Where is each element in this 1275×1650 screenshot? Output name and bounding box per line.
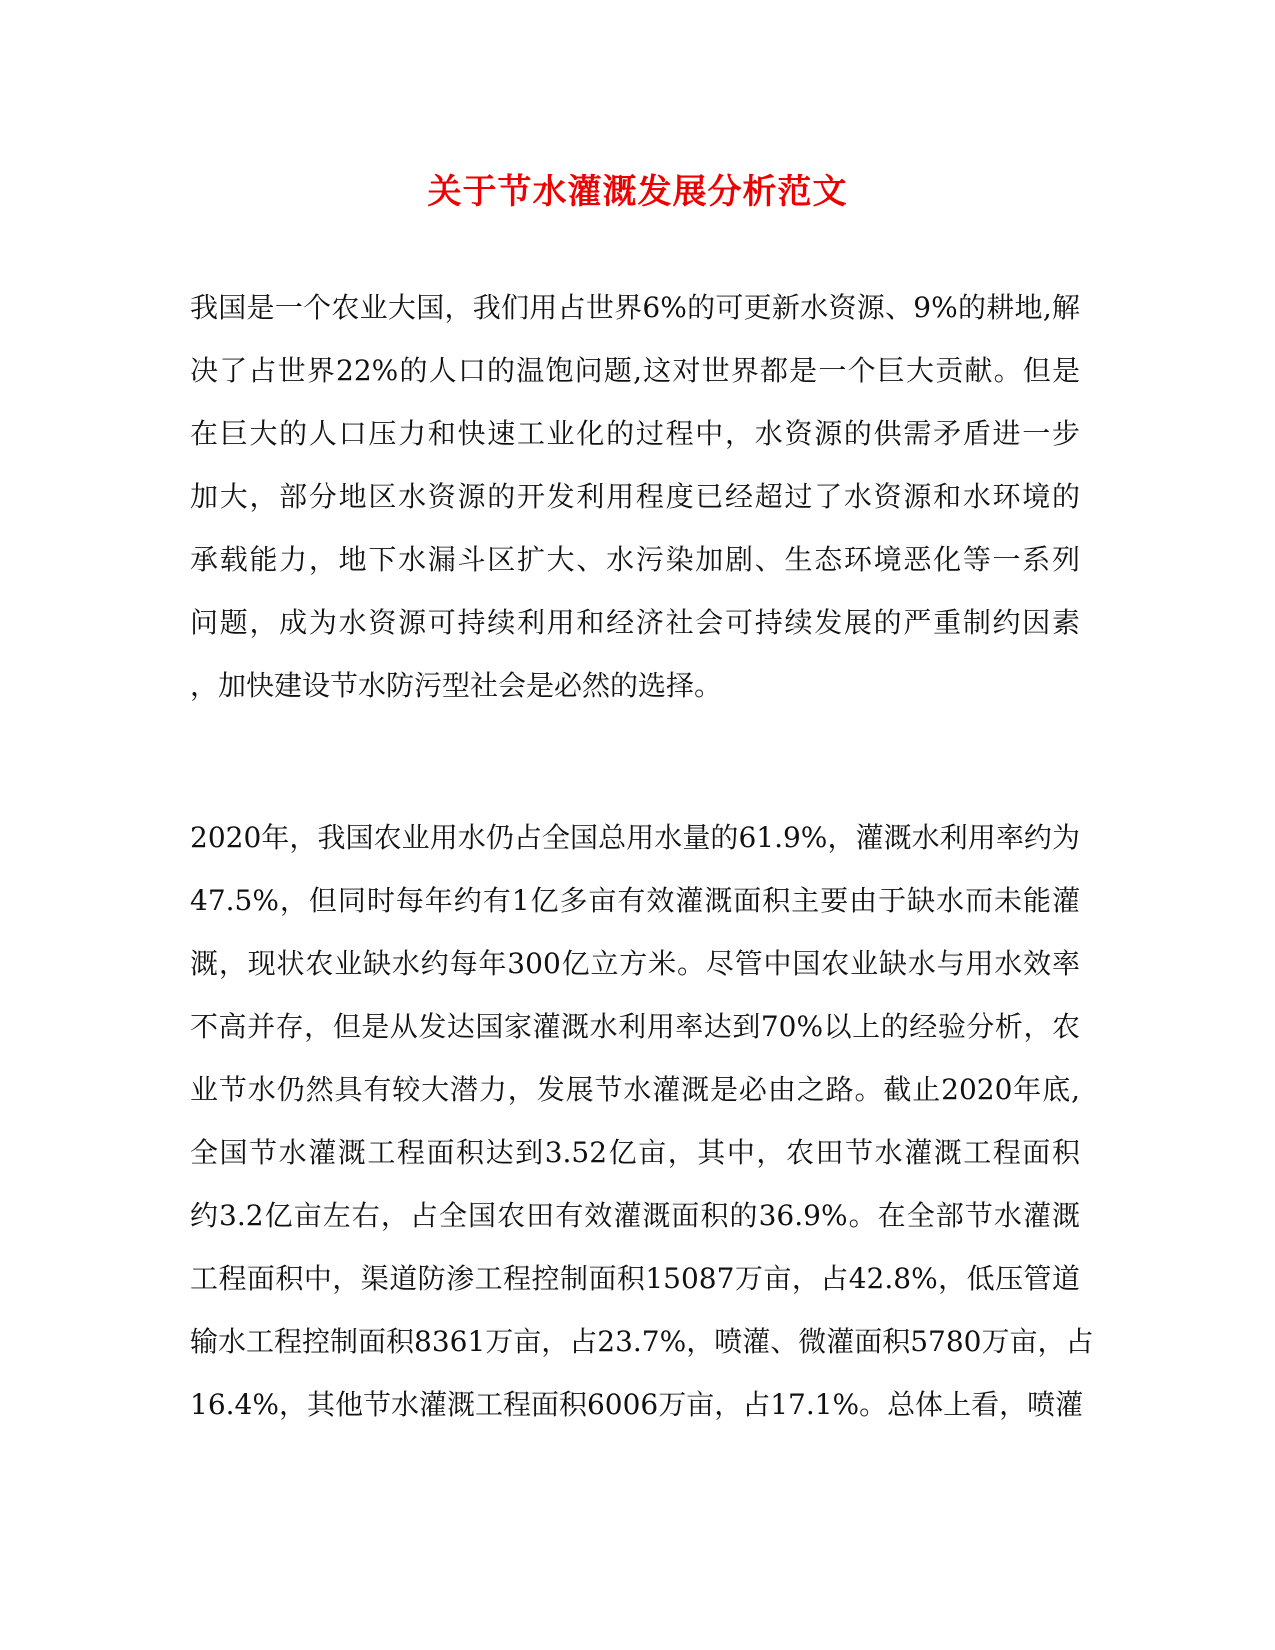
paragraph-line: 约3.2亿亩左右，占全国农田有效灌溉面积的36.9%。在全部节水灌溉 [190, 1199, 1080, 1232]
paragraph-line: 工程面积中，渠道防渗工程控制面积15087万亩，占42.8%，低压管道 [190, 1262, 1080, 1295]
paragraph-2 [190, 806, 1094, 1436]
paragraph-line: 输水工程控制面积8361万亩，占23.7%，喷灌、微灌面积5780万亩，占 [190, 1325, 1094, 1358]
paragraph-line: 全国节水灌溉工程面积达到3.52亿亩，其中，农田节水灌溉工程面积 [190, 1136, 1080, 1169]
paragraph-line: 溉，现状农业缺水约每年300亿立方米。尽管中国农业缺水与用水效率 [190, 947, 1080, 980]
paragraph-line: 47.5%，但同时每年约有1亿多亩有效灌溉面积主要由于缺水而未能灌 [190, 884, 1080, 917]
paragraph-line: 问题，成为水资源可持续利用和经济社会可持续发展的严重制约因素 [190, 606, 1080, 639]
paragraph-line: 决了占世界22%的人口的温饱问题,这对世界都是一个巨大贡献。但是 [190, 354, 1080, 387]
paragraph-line: 2020年，我国农业用水仍占全国总用水量的61.9%，灌溉水利用率约为 [190, 821, 1080, 854]
paragraph-line: 加大，部分地区水资源的开发利用程度已经超过了水资源和水环境的 [190, 480, 1080, 513]
paragraph-line: 承载能力，地下水漏斗区扩大、水污染加剧、生态环境恶化等一系列 [190, 543, 1080, 576]
document-title: 关于节水灌溉发展分析范文 [427, 172, 848, 212]
paragraph-line: 不高并存，但是从发达国家灌溉水利用率达到70%以上的经验分析，农 [190, 1010, 1080, 1043]
paragraph-line: 在巨大的人口压力和快速工业化的过程中，水资源的供需矛盾进一步 [190, 417, 1080, 450]
paragraph-line: 业节水仍然具有较大潜力，发展节水灌溉是必由之路。截止2020年底, [190, 1073, 1080, 1106]
paragraph-line: ，加快建设节水防污型社会是必然的选择。 [190, 669, 723, 702]
paragraph-1 [190, 276, 1080, 717]
paragraph-line: 我国是一个农业大国，我们用占世界6%的可更新水资源、9%的耕地,解 [190, 291, 1080, 324]
paragraph-line: 16.4%，其他节水灌溉工程面积6006万亩，占17.1%。总体上看，喷灌 [190, 1388, 1084, 1421]
